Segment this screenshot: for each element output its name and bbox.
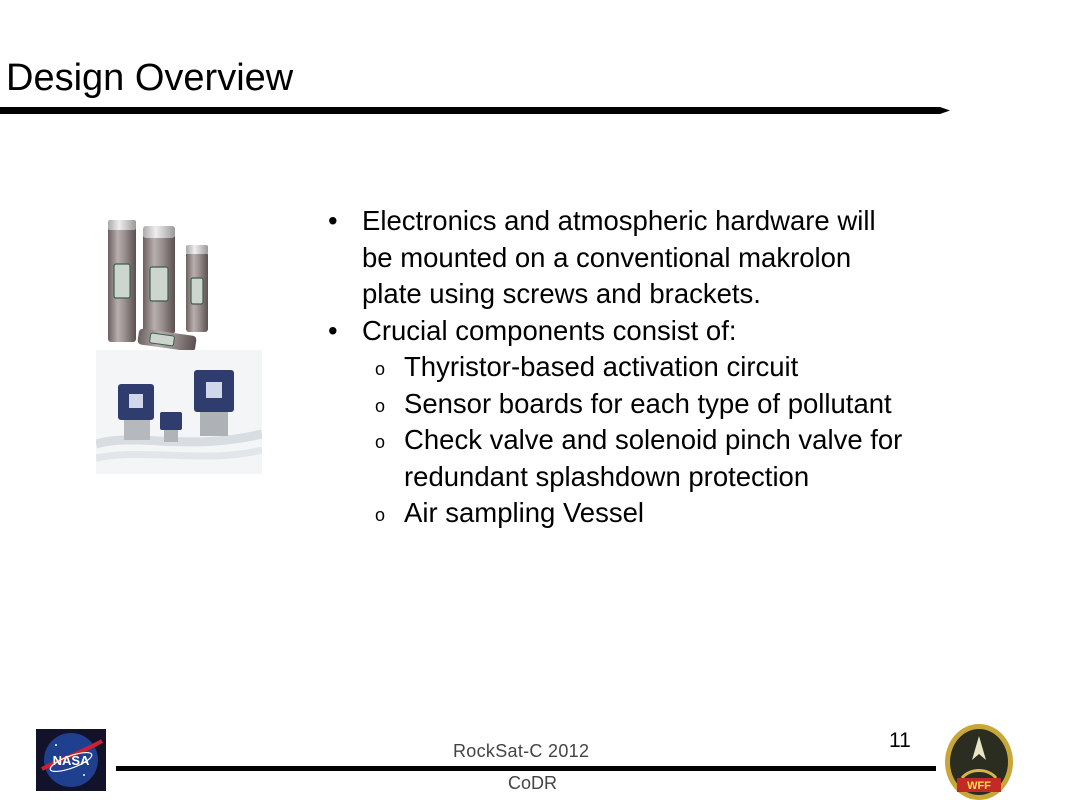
sub-bullet-item (326, 422, 1006, 459)
sub-bullet-marker: o (375, 432, 386, 452)
nasa-logo-icon (36, 729, 106, 791)
slide-title: Design Overview (6, 57, 294, 99)
sub-bullet-text-continued: redundant splashdown protection (404, 460, 810, 492)
bullet-text-continued: plate using screws and brackets. (362, 278, 761, 309)
bullet-marker: • (328, 205, 338, 236)
footer-review-name: CoDR (508, 773, 558, 793)
sub-bullet-item (326, 349, 1006, 386)
sub-bullet-marker: o (375, 359, 386, 379)
page-number: 11 (889, 729, 911, 752)
bullet-text: Crucial components consist of: (362, 314, 737, 346)
svg-text:NASA: NASA (52, 753, 90, 768)
bullet-list (326, 203, 1006, 532)
product-photos (96, 212, 262, 474)
bullet-text: Electronics and atmospheric hardware will (362, 205, 876, 236)
sampling-canisters-photo (108, 220, 208, 352)
bullet-item (326, 203, 1006, 240)
solenoid-valves-photo (96, 350, 262, 474)
sub-bullet-item (326, 495, 1006, 532)
sub-bullet-item (326, 386, 1006, 423)
wff-logo-icon (942, 720, 1016, 800)
sub-bullet-text: Air sampling Vessel (404, 497, 644, 528)
bullet-item (326, 313, 1006, 350)
svg-text:WFF: WFF (967, 780, 991, 792)
bullet-text-continued: be mounted on a conventional makrolon (362, 241, 852, 273)
title-divider (0, 106, 960, 116)
sub-bullet-text: Check valve and solenoid pinch valve for (404, 424, 903, 455)
bullet-marker: • (328, 314, 338, 346)
sub-bullet-text: Thyristor-based activation circuit (404, 351, 799, 382)
sub-bullet-marker: o (375, 395, 386, 416)
sub-bullet-marker: o (375, 505, 386, 525)
footer-project-name: RockSat-C 2012 (453, 741, 590, 761)
footer-divider (116, 765, 936, 773)
sub-bullet-text: Sensor boards for each type of pollutant (404, 387, 892, 419)
